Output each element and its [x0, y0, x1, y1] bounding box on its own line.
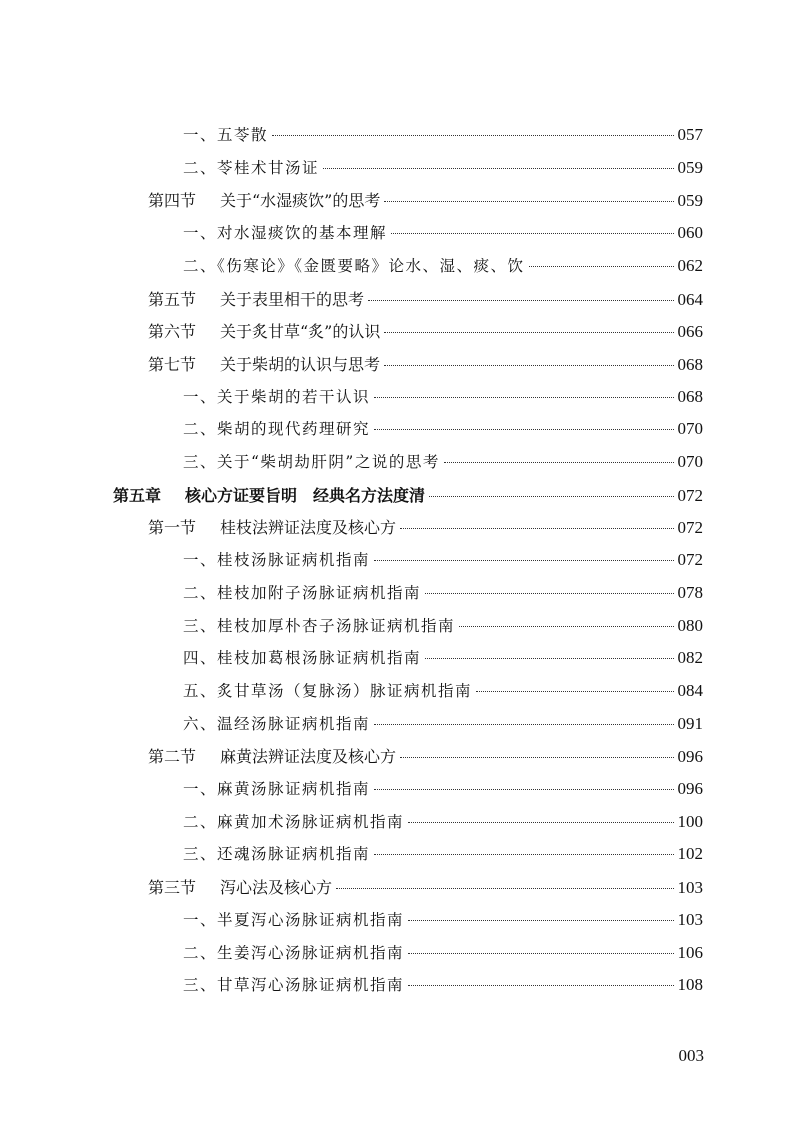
- toc-entry-page: 059: [677, 157, 703, 177]
- toc-entry-title: [183, 941, 404, 963]
- toc-entry-number: 第三节: [148, 878, 197, 898]
- toc-entry-label: 泻心法及核心方: [220, 878, 333, 898]
- toc-entry-title: [183, 156, 319, 178]
- toc-entry-page: 103: [677, 909, 703, 929]
- toc-entry-section[interactable]: [148, 287, 703, 317]
- toc-entry-item[interactable]: [183, 712, 703, 742]
- dot-leader: [368, 300, 673, 301]
- toc-entry-section[interactable]: [148, 875, 703, 905]
- toc-entry-label: 一、麻黄汤脉证病机指南: [183, 780, 371, 798]
- toc-entry-title: [148, 744, 396, 767]
- dot-leader: [336, 888, 673, 889]
- toc-entry-page: 091: [677, 713, 703, 733]
- toc-entry-label: 一、桂枝汤脉证病机指南: [183, 551, 371, 570]
- dot-leader: [425, 658, 673, 659]
- toc-entry-label: 关于表里相干的思考: [220, 289, 365, 309]
- toc-entry-label: 桂枝法辨证法度及核心方: [220, 518, 397, 538]
- toc-entry-label: 二、生姜泻心汤脉证病机指南: [183, 943, 405, 962]
- toc-entry-label: 三、甘草泻心汤脉证病机指南: [183, 976, 405, 995]
- dot-leader: [408, 822, 673, 823]
- dot-leader: [391, 233, 673, 234]
- toc-entry-label: 六、温经汤脉证病机指南: [183, 714, 371, 733]
- dot-leader: [408, 985, 673, 986]
- toc-entry-label: 关于“水湿痰饮”的思考: [220, 191, 381, 211]
- toc-entry-page: 062: [677, 255, 703, 275]
- toc-entry-page: 070: [677, 419, 703, 439]
- toc-entry-label: 一、五苓散: [183, 126, 269, 144]
- toc-entry-page: 102: [677, 844, 703, 864]
- toc-entry-title: [183, 777, 370, 799]
- toc-entry-label: 二、苓桂术甘汤证: [183, 158, 320, 177]
- toc-entry-item[interactable]: [183, 450, 703, 480]
- toc-entry-label: 一、关于柴胡的若干认识: [183, 387, 371, 406]
- toc-entry-page: 078: [677, 582, 703, 602]
- toc-entry-title: [183, 614, 455, 636]
- toc-entry-number: 第五章: [113, 485, 162, 505]
- toc-entry-number: 第四节: [148, 191, 197, 211]
- toc-entry-page: 064: [677, 289, 703, 309]
- toc-entry-label: 二、桂枝加附子汤脉证病机指南: [183, 583, 422, 602]
- toc-entry-item[interactable]: [183, 679, 703, 709]
- toc-entry-section[interactable]: [148, 188, 703, 218]
- toc-entry-item[interactable]: [183, 254, 703, 284]
- toc-entry-label: 四、桂枝加葛根汤脉证病机指南: [183, 649, 422, 668]
- toc-entry-item[interactable]: [183, 810, 703, 840]
- toc-entry-title: [183, 450, 440, 472]
- toc-entry-item[interactable]: [183, 908, 703, 938]
- toc-entry-section[interactable]: [148, 515, 703, 545]
- toc-entry-label: 关于炙甘草“炙”的认识: [220, 322, 381, 342]
- toc-entry-page: 057: [677, 125, 703, 144]
- toc-entry-title: [183, 385, 370, 407]
- toc-entry-section[interactable]: [148, 744, 703, 774]
- toc-entry-title: [183, 712, 370, 734]
- toc-entry-page: 060: [677, 223, 703, 243]
- dot-leader: [374, 560, 673, 561]
- toc-entry-item[interactable]: [183, 777, 703, 807]
- toc-entry-page: 070: [677, 452, 703, 471]
- toc-entry-page: 072: [677, 518, 703, 538]
- toc-entry-item[interactable]: [183, 941, 703, 971]
- toc-entry-page: 108: [677, 975, 703, 995]
- toc-entry-page: 096: [677, 747, 703, 767]
- toc-entry-title: [183, 842, 370, 864]
- toc-entry-page: 084: [677, 680, 703, 700]
- toc-entry-page: 080: [677, 615, 703, 635]
- toc-entry-title: [148, 352, 380, 375]
- toc-entry-section[interactable]: [148, 352, 703, 382]
- dot-leader: [384, 332, 673, 333]
- dot-leader: [476, 691, 673, 692]
- toc-entry-title: [148, 287, 364, 310]
- toc-entry-label: 二、《伤寒论》《金匮要略》论水、湿、痰、饮: [183, 256, 525, 275]
- dot-leader: [374, 854, 673, 855]
- dot-leader: [384, 201, 673, 202]
- toc-entry-page: 066: [677, 322, 703, 342]
- toc-entry-chapter[interactable]: [113, 483, 703, 513]
- toc-entry-label: 一、对水湿痰饮的基本理解: [183, 224, 388, 243]
- toc-entry-title: [183, 417, 370, 439]
- toc-entry-title: [183, 973, 404, 995]
- toc-entry-page: 096: [677, 779, 703, 798]
- toc-entry-item[interactable]: [183, 973, 703, 1003]
- toc-entry-number: 第七节: [148, 354, 197, 374]
- toc-entry-title: [183, 646, 421, 668]
- page-number: 003: [678, 1046, 704, 1065]
- toc-entry-label: 五、炙甘草汤（复脉汤）脉证病机指南: [183, 681, 473, 700]
- dot-leader: [529, 266, 674, 267]
- toc-entry-label: 三、还魂汤脉证病机指南: [183, 845, 371, 864]
- toc-entry-title: [113, 483, 425, 506]
- toc-entry-number: 第二节: [148, 747, 197, 767]
- toc-entry-item[interactable]: [183, 842, 703, 872]
- toc-entry-item[interactable]: [183, 385, 703, 415]
- dot-leader: [408, 920, 673, 921]
- toc-entry-page: 068: [677, 354, 703, 374]
- toc-entry-title: [183, 908, 404, 930]
- toc-entry-title: [183, 810, 404, 832]
- toc-entry-item[interactable]: [183, 581, 703, 611]
- toc-entry-title: [183, 581, 421, 603]
- toc-entry-page: 103: [677, 878, 703, 898]
- toc-entry-title: [183, 254, 525, 276]
- toc-entry-label: 关于柴胡的认识与思考: [220, 354, 381, 374]
- dot-leader: [374, 789, 673, 790]
- toc-entry-item[interactable]: [183, 614, 703, 644]
- toc-entry-title: [148, 319, 380, 342]
- dot-leader: [400, 757, 673, 758]
- toc-entry-label: 核心方证要旨明 经典名方法度清: [185, 485, 426, 505]
- toc-entry-title: [183, 679, 472, 701]
- toc-entry-title: [183, 221, 387, 243]
- toc-entry-label: 一、半夏泻心汤脉证病机指南: [183, 910, 405, 929]
- toc-entry-title: [148, 875, 332, 898]
- dot-leader: [429, 496, 673, 497]
- dot-leader: [374, 397, 673, 398]
- toc-entry-item[interactable]: [183, 221, 703, 251]
- toc-entry-item[interactable]: [183, 156, 703, 186]
- toc-entry-title: [183, 548, 370, 570]
- toc-entry-label: 三、桂枝加厚朴杏子汤脉证病机指南: [183, 616, 456, 635]
- toc-entry-number: 第一节: [148, 518, 197, 538]
- toc-entry-title: [148, 188, 380, 211]
- toc-entry-page: 082: [677, 648, 703, 668]
- toc-entry-page: 106: [677, 942, 703, 962]
- toc-entry-label: 麻黄法辨证法度及核心方: [220, 747, 397, 767]
- toc-entry-page: 059: [677, 191, 703, 211]
- dot-leader: [374, 429, 673, 430]
- toc-entry-number: 第六节: [148, 322, 197, 342]
- toc-entry-label: 二、麻黄加术汤脉证病机指南: [183, 812, 405, 831]
- toc-entry-item[interactable]: [183, 417, 703, 447]
- toc-entry-page: 100: [677, 811, 703, 831]
- dot-leader: [444, 462, 674, 463]
- toc-entry-page: 072: [677, 485, 703, 505]
- dot-leader: [425, 593, 673, 594]
- dot-leader: [272, 135, 673, 136]
- dot-leader: [408, 953, 673, 954]
- toc-entry-item[interactable]: [183, 123, 703, 153]
- dot-leader: [374, 724, 673, 725]
- dot-leader: [459, 626, 673, 627]
- toc-entry-item[interactable]: [183, 548, 703, 578]
- toc-entry-number: 第五节: [148, 289, 197, 309]
- dot-leader: [400, 528, 673, 529]
- toc-entry-item[interactable]: [183, 646, 703, 676]
- toc-entry-title: [183, 123, 268, 145]
- toc-entry-section[interactable]: [148, 319, 703, 349]
- dot-leader: [384, 365, 673, 366]
- toc-entry-page: 072: [677, 550, 703, 570]
- dot-leader: [323, 168, 673, 169]
- toc-entry-title: [148, 515, 396, 538]
- toc-entry-label: 二、柴胡的现代药理研究: [183, 420, 371, 439]
- toc-entry-page: 068: [677, 386, 703, 406]
- toc-entry-label: 三、关于“柴胡劫肝阴”之说的思考: [183, 453, 440, 471]
